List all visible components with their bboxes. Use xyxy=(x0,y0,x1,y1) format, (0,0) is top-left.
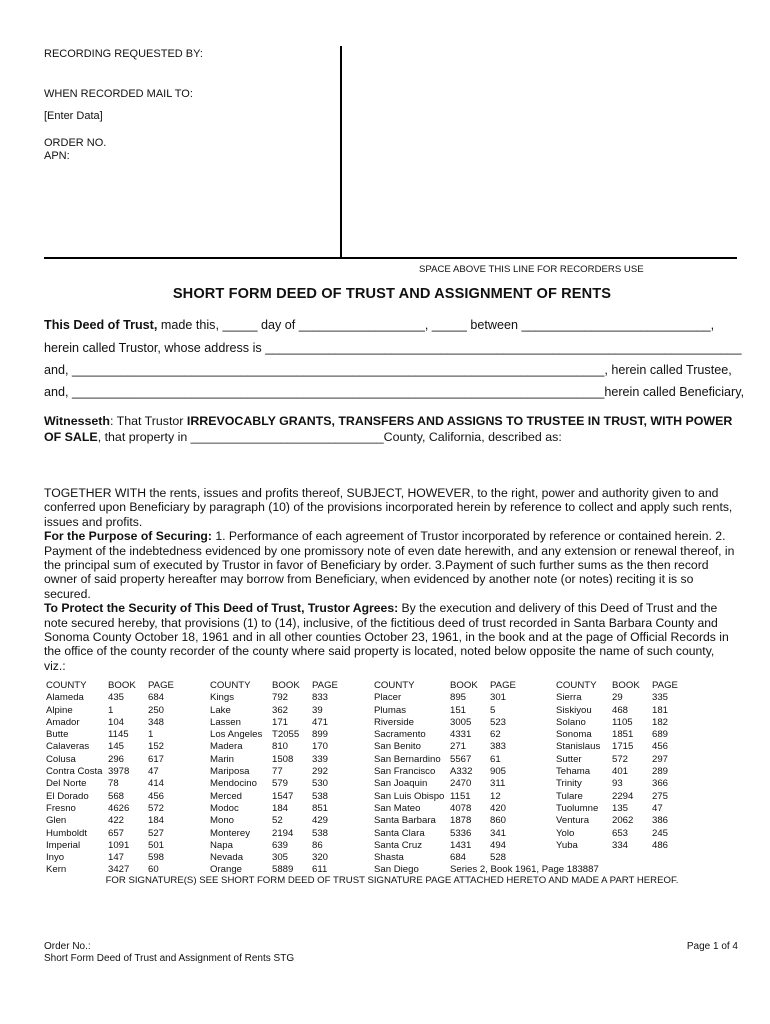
county-page: 301 xyxy=(490,692,507,704)
county-table-header xyxy=(46,680,174,692)
county-name: Alameda xyxy=(46,692,84,704)
county-name: San Mateo xyxy=(374,802,421,814)
county-page: 245 xyxy=(652,827,669,839)
county-row xyxy=(46,778,174,790)
county-name: Colusa xyxy=(46,753,76,765)
county-page: 348 xyxy=(148,716,165,728)
recording-requested-label: RECORDING REQUESTED BY: xyxy=(44,48,203,60)
county-page: 905 xyxy=(490,766,507,778)
county-page: 39 xyxy=(312,704,323,716)
county-page: 471 xyxy=(312,716,329,728)
county-book: 5889 xyxy=(272,864,294,876)
county-page: 366 xyxy=(652,778,669,790)
deed-of-trust-label: This Deed of Trust, xyxy=(44,318,158,332)
county-row xyxy=(46,741,174,753)
county-book: 296 xyxy=(108,753,125,765)
county-book: 271 xyxy=(450,741,467,753)
county-name: Del Norte xyxy=(46,778,87,790)
county-row xyxy=(556,828,678,840)
county-page: 60 xyxy=(148,864,159,876)
county-row xyxy=(556,741,678,753)
space-above-note: SPACE ABOVE THIS LINE FOR RECORDERS USE xyxy=(419,264,644,275)
county-book: 78 xyxy=(108,778,119,790)
county-book: 4078 xyxy=(450,802,472,814)
county-row xyxy=(210,828,338,840)
county-header-cell: BOOK xyxy=(108,680,136,691)
county-row xyxy=(374,852,599,864)
county-book: 639 xyxy=(272,839,289,851)
county-book: 435 xyxy=(108,692,125,704)
county-row xyxy=(46,705,174,717)
intro-line-1-text: made this, _____ day of __________________, _____ between ___________________________, xyxy=(157,318,715,332)
county-name: Imperial xyxy=(46,839,81,851)
county-row xyxy=(556,840,678,852)
county-page: 170 xyxy=(312,741,329,753)
county-name: Mono xyxy=(210,815,234,827)
county-book: 1091 xyxy=(108,839,130,851)
county-name: Sonoma xyxy=(556,729,592,741)
county-row xyxy=(210,729,338,741)
county-header-cell: BOOK xyxy=(612,680,640,691)
county-row xyxy=(556,791,678,803)
county-name: Stanislaus xyxy=(556,741,601,753)
signature-note: FOR SIGNATURE(S) SEE SHORT FORM DEED OF TRUST SIGNATURE PAGE ATTACHED HERETO AND MADE A PART HEREOF. xyxy=(105,875,679,886)
county-book: 895 xyxy=(450,692,467,704)
county-book: 2194 xyxy=(272,827,294,839)
county-name: Glen xyxy=(46,815,67,827)
county-book: 572 xyxy=(612,753,629,765)
county-page: 5 xyxy=(490,704,496,716)
protect-paragraph xyxy=(44,601,739,673)
county-book: 52 xyxy=(272,815,283,827)
county-name: San Diego xyxy=(374,864,419,876)
county-book: 93 xyxy=(612,778,623,790)
county-book: 792 xyxy=(272,692,289,704)
county-book: 4626 xyxy=(108,802,130,814)
county-page: 860 xyxy=(490,815,507,827)
county-page: 386 xyxy=(652,815,669,827)
county-book: 422 xyxy=(108,815,125,827)
county-name: Trinity xyxy=(556,778,582,790)
county-name: Los Angeles xyxy=(210,729,263,741)
county-name: Siskiyou xyxy=(556,704,592,716)
county-name: Mendocino xyxy=(210,778,257,790)
intro-line-2: herein called Trustor, whose address is ____________________________________________________________________ xyxy=(44,341,742,355)
county-page: 617 xyxy=(148,753,165,765)
county-page: 689 xyxy=(652,729,669,741)
county-header-cell: COUNTY xyxy=(374,680,415,691)
protect-text: By the execution and delivery of this Deed of Trust and the note secured hereby, that provisions (1) to (14), inclusive, of the fictitious deed of trust recorded in Santa Barbara County and Sonoma County October 18, 1961 and in all other counties October 23, 1961, in the book and at the page of Official Records in the office of the county recorder of the county where said property is located, noted below opposite the name of such county, viz.: xyxy=(44,601,729,673)
witnesseth-grant: IRREVOCABLY GRANTS, TRANSFERS AND ASSIGNS TO TRUSTEE IN TRUST, WITH POWER OF SALE xyxy=(44,414,733,444)
county-page: 572 xyxy=(148,802,165,814)
county-name: San Bernardino xyxy=(374,753,441,765)
county-name: Tehama xyxy=(556,766,591,778)
county-name: Nevada xyxy=(210,852,244,864)
county-name: Merced xyxy=(210,790,242,802)
county-name: Inyo xyxy=(46,852,65,864)
county-page: 341 xyxy=(490,827,507,839)
county-book: 171 xyxy=(272,716,289,728)
county-row xyxy=(46,803,174,815)
county-book: 401 xyxy=(612,766,629,778)
county-book: A332 xyxy=(450,766,473,778)
footer-order-no: Order No.: xyxy=(44,941,91,952)
county-page: 250 xyxy=(148,704,165,716)
county-name: Alpine xyxy=(46,704,73,716)
county-name: Tuolumne xyxy=(556,802,599,814)
county-page: 12 xyxy=(490,790,501,802)
county-book: 1431 xyxy=(450,839,472,851)
recorder-divider-horizontal xyxy=(44,257,737,259)
county-row xyxy=(210,741,338,753)
county-page: 528 xyxy=(490,852,507,864)
county-name: Riverside xyxy=(374,716,414,728)
county-name: Yuba xyxy=(556,839,578,851)
county-name: Solano xyxy=(556,716,586,728)
county-book: 1 xyxy=(108,704,114,716)
county-row xyxy=(210,778,338,790)
county-book: 1105 xyxy=(612,716,633,728)
county-page: 456 xyxy=(148,790,165,802)
intro-line-3: and, ____________________________________________________________________________, herein called Trustee, xyxy=(44,363,732,377)
county-table-header xyxy=(210,680,338,692)
county-page: 851 xyxy=(312,802,329,814)
county-page: 320 xyxy=(312,852,329,864)
county-row xyxy=(210,791,338,803)
county-header-cell: PAGE xyxy=(148,680,174,691)
county-name: Amador xyxy=(46,716,80,728)
county-book: 145 xyxy=(108,741,125,753)
county-name: Ventura xyxy=(556,815,590,827)
county-book: 1145 xyxy=(108,729,129,741)
county-book: 579 xyxy=(272,778,289,790)
county-book: 29 xyxy=(612,692,623,704)
county-name: Sierra xyxy=(556,692,582,704)
county-book: 104 xyxy=(108,716,125,728)
county-header-cell: COUNTY xyxy=(210,680,251,691)
county-name: Calaveras xyxy=(46,741,90,753)
county-page: 611 xyxy=(312,864,328,876)
county-name: Madera xyxy=(210,741,243,753)
county-page: 1 xyxy=(148,729,154,741)
county-page: 62 xyxy=(490,729,501,741)
county-book: 147 xyxy=(108,852,125,864)
county-row xyxy=(210,717,338,729)
county-header-cell: PAGE xyxy=(652,680,678,691)
county-name: Lake xyxy=(210,704,231,716)
county-name: Butte xyxy=(46,729,69,741)
county-page: 527 xyxy=(148,827,165,839)
county-table-2 xyxy=(210,680,338,877)
county-book: 1547 xyxy=(272,790,294,802)
county-book: 1151 xyxy=(450,790,471,802)
order-no-label: ORDER NO. xyxy=(44,137,107,149)
county-table-1 xyxy=(46,680,174,877)
county-book: 3978 xyxy=(108,766,130,778)
county-page: 530 xyxy=(312,778,329,790)
county-book: Series 2, Book 1961, Page 183887 xyxy=(450,864,599,876)
county-page: 414 xyxy=(148,778,165,790)
county-page: 184 xyxy=(148,815,165,827)
county-page: 486 xyxy=(652,839,669,851)
county-name: San Benito xyxy=(374,741,421,753)
county-name: Sacramento xyxy=(374,729,426,741)
county-row xyxy=(210,705,338,717)
witnesseth-text-1: : That Trustor xyxy=(109,414,187,428)
county-name: Lassen xyxy=(210,716,241,728)
document-title: SHORT FORM DEED OF TRUST AND ASSIGNMENT OF RENTS xyxy=(172,286,612,302)
purpose-text: 1. Performance of each agreement of Trustor incorporated by reference or contained herein. 2. Payment of the indebtedness evidenced by one promissory note of even date herewith, and any extension or renewal thereof, in the principal sum of executed by Trustor in favor of Beneficiary by order. 3.Payment of such further sums as the then record owner of said property hereafter may borrow from Beneficiary, when evidenced by another note (or notes) reciting it is so secured. xyxy=(44,529,735,601)
county-name: Yolo xyxy=(556,827,575,839)
county-name: Monterey xyxy=(210,827,250,839)
county-page: 292 xyxy=(312,766,329,778)
county-name: Placer xyxy=(374,692,402,704)
county-book: 77 xyxy=(272,766,283,778)
county-book: 135 xyxy=(612,802,629,814)
apn-label: APN: xyxy=(44,150,70,162)
purpose-label: For the Purpose of Securing: xyxy=(44,529,212,544)
county-book: 184 xyxy=(272,802,289,814)
county-book: 5336 xyxy=(450,827,472,839)
county-page: 501 xyxy=(148,839,165,851)
county-row xyxy=(210,852,338,864)
county-page: 61 xyxy=(490,753,501,765)
county-book: 1851 xyxy=(612,729,634,741)
county-name: Plumas xyxy=(374,704,406,716)
county-book: 362 xyxy=(272,704,289,716)
county-row xyxy=(46,852,174,864)
county-page: 523 xyxy=(490,716,507,728)
county-row xyxy=(46,729,174,741)
county-header-cell: COUNTY xyxy=(556,680,597,691)
county-name: Tulare xyxy=(556,790,583,802)
when-recorded-label: WHEN RECORDED MAIL TO: xyxy=(44,88,193,100)
protect-label: To Protect the Security of This Deed of Trust, Trustor Agrees: xyxy=(44,601,399,616)
witnesseth-paragraph xyxy=(44,414,739,445)
county-page: 456 xyxy=(652,741,669,753)
county-book: 684 xyxy=(450,852,467,864)
county-page: 311 xyxy=(490,778,506,790)
county-book: 2062 xyxy=(612,815,634,827)
county-name: Napa xyxy=(210,839,233,851)
county-book: 1508 xyxy=(272,753,294,765)
intro-line-1 xyxy=(44,318,714,332)
county-page: 833 xyxy=(312,692,329,704)
county-page: 275 xyxy=(652,790,669,802)
county-page: 47 xyxy=(148,766,159,778)
county-page: 47 xyxy=(652,802,663,814)
county-page: 538 xyxy=(312,790,329,802)
county-page: 289 xyxy=(652,766,669,778)
footer-left xyxy=(44,941,294,965)
county-row xyxy=(210,754,338,766)
county-row xyxy=(46,692,174,704)
enter-data-field[interactable]: [Enter Data] xyxy=(44,110,103,122)
main-body xyxy=(44,486,739,673)
county-page: 899 xyxy=(312,729,329,741)
county-row xyxy=(46,791,174,803)
county-name: Sutter xyxy=(556,753,582,765)
together-paragraph: TOGETHER WITH the rents, issues and profits thereof, SUBJECT, HOWEVER, to the right, power and authority given to and conferred upon Beneficiary by paragraph (10) of the provisions incorporated herein by reference to collect and apply such rents, issues and profits. xyxy=(44,486,733,529)
county-row xyxy=(556,778,678,790)
county-page: 420 xyxy=(490,802,507,814)
county-row xyxy=(556,717,678,729)
intro-line-4: and, ____________________________________________________________________________herein called Beneficiary, xyxy=(44,385,745,399)
county-book: 810 xyxy=(272,741,289,753)
county-page: 339 xyxy=(312,753,329,765)
county-header-cell: BOOK xyxy=(272,680,300,691)
county-book: 468 xyxy=(612,704,629,716)
county-row xyxy=(556,754,678,766)
county-table-4 xyxy=(556,680,678,852)
county-page: 152 xyxy=(148,741,165,753)
county-book: 2294 xyxy=(612,790,634,802)
purpose-paragraph xyxy=(44,529,739,601)
county-page: 335 xyxy=(652,692,669,704)
county-page: 182 xyxy=(652,716,669,728)
county-table-header xyxy=(556,680,678,692)
county-header-cell: BOOK xyxy=(450,680,478,691)
county-name: San Joaquin xyxy=(374,778,428,790)
county-row xyxy=(210,692,338,704)
county-name: El Dorado xyxy=(46,790,89,802)
footer-doc-name: Short Form Deed of Trust and Assignment of Rents STG xyxy=(44,953,295,964)
county-page: 181 xyxy=(652,704,669,716)
county-book: T2055 xyxy=(272,729,300,741)
county-page: 383 xyxy=(490,741,507,753)
county-name: Modoc xyxy=(210,802,239,814)
county-header-cell: PAGE xyxy=(312,680,338,691)
county-book: 657 xyxy=(108,827,125,839)
county-book: 3427 xyxy=(108,864,130,876)
county-row xyxy=(210,803,338,815)
county-page: 684 xyxy=(148,692,165,704)
county-row xyxy=(556,803,678,815)
witnesseth-label: Witnesseth xyxy=(44,414,110,428)
county-row xyxy=(46,828,174,840)
county-book: 3005 xyxy=(450,716,472,728)
county-book: 305 xyxy=(272,852,289,864)
county-name: Orange xyxy=(210,864,242,876)
county-row xyxy=(210,815,338,827)
county-page: 86 xyxy=(312,839,323,851)
witnesseth-text-2: , that property in ____________________________County, California, described as: xyxy=(97,429,562,444)
county-name: Santa Clara xyxy=(374,827,425,839)
county-name: San Francisco xyxy=(374,766,436,778)
county-row xyxy=(46,754,174,766)
county-page: 429 xyxy=(312,815,329,827)
county-book: 1878 xyxy=(450,815,472,827)
county-page: 538 xyxy=(312,827,329,839)
county-book: 5567 xyxy=(450,753,472,765)
county-name: Humboldt xyxy=(46,827,88,839)
county-row xyxy=(46,840,174,852)
county-name: San Luis Obispo xyxy=(374,790,445,802)
county-row xyxy=(210,840,338,852)
county-page: 494 xyxy=(490,839,507,851)
county-row xyxy=(556,815,678,827)
county-row xyxy=(46,815,174,827)
page-number: Page 1 of 4 xyxy=(686,941,738,952)
county-book: 334 xyxy=(612,839,629,851)
county-header-cell: COUNTY xyxy=(46,680,87,691)
county-name: Kern xyxy=(46,864,67,876)
county-name: Contra Costa xyxy=(46,766,103,778)
county-name: Santa Cruz xyxy=(374,839,422,851)
county-book: 1715 xyxy=(612,741,634,753)
county-row xyxy=(556,692,678,704)
county-book: 568 xyxy=(108,790,125,802)
county-row xyxy=(46,766,174,778)
county-name: Kings xyxy=(210,692,234,704)
county-page: 297 xyxy=(652,753,669,765)
county-page: 598 xyxy=(148,852,165,864)
county-book: 4331 xyxy=(450,729,472,741)
county-name: Santa Barbara xyxy=(374,815,436,827)
county-header-cell: PAGE xyxy=(490,680,516,691)
county-book: 2470 xyxy=(450,778,472,790)
county-name: Mariposa xyxy=(210,766,250,778)
county-row xyxy=(556,766,678,778)
county-name: Marin xyxy=(210,753,234,765)
county-name: Shasta xyxy=(374,852,404,864)
county-book: 653 xyxy=(612,827,629,839)
county-book: 151 xyxy=(450,704,467,716)
county-row xyxy=(556,729,678,741)
county-name: Fresno xyxy=(46,802,76,814)
county-row xyxy=(210,766,338,778)
county-row xyxy=(556,705,678,717)
recorder-divider-vertical xyxy=(340,46,342,258)
county-row xyxy=(46,717,174,729)
